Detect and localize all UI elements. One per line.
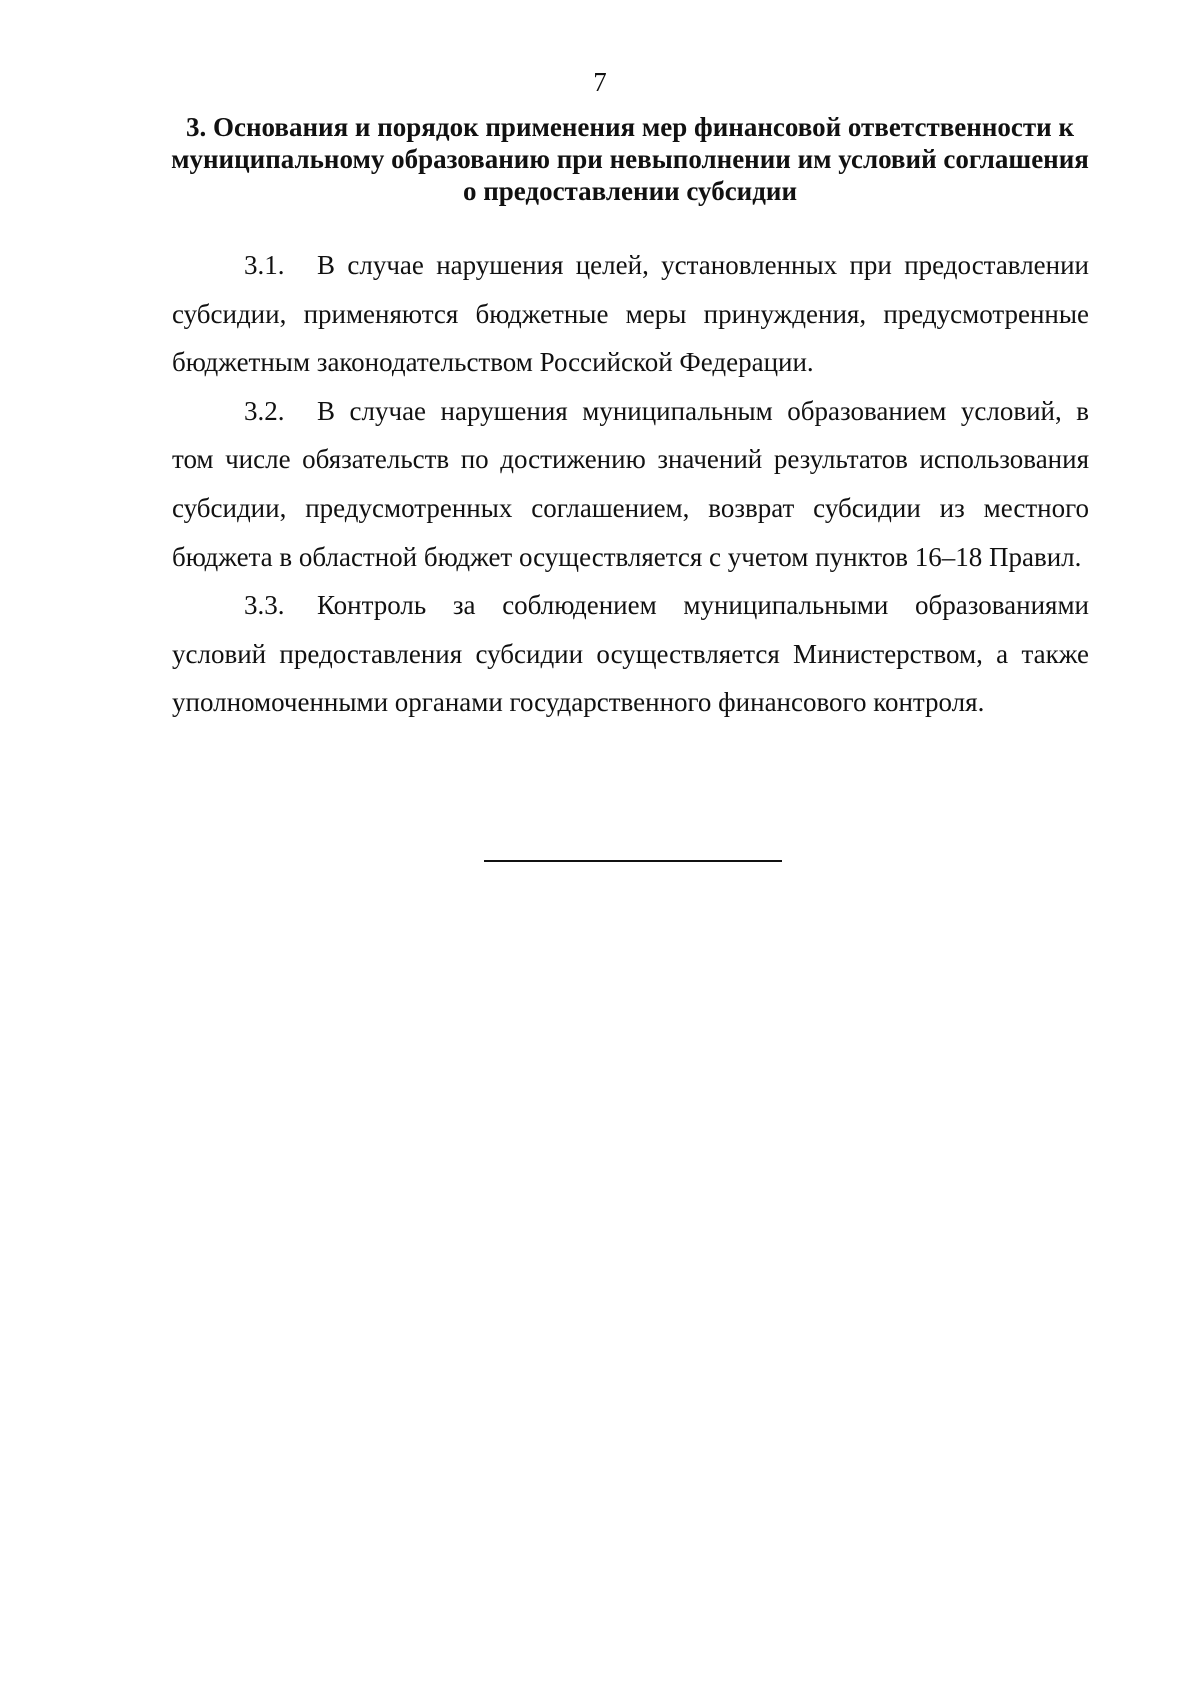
paragraph-number: 3.3.: [244, 590, 285, 621]
paragraph-3-3: [172, 581, 1089, 727]
paragraph-3-2: [172, 387, 1089, 581]
paragraph-text: В случае нарушения целей, установленных при предоставлении субсидии, применяются бюджетные меры принуждения, предусмотренные бюджетным законодательством Российской Федерации.: [172, 250, 1089, 378]
paragraph-3-1: [172, 241, 1089, 387]
section-title: 3. Основания и порядок применения мер финансовой ответственности к муниципальному образованию при невыполнении им условий соглашения о предоставлении субсидии: [171, 112, 1089, 206]
paragraph-number: 3.2.: [244, 395, 285, 426]
document-body: [172, 241, 1089, 727]
end-separator-line: [484, 860, 782, 862]
paragraph-text: В случае нарушения муниципальным образованием условий, в том числе обязательств по достижению значений результатов использования субсидии, предусмотренных соглашением, возврат субсидии из местного бюджета в областной бюджет осуществляется с учетом пунктов 16–18 Правил.: [172, 395, 1089, 572]
paragraph-number: 3.1.: [244, 250, 285, 280]
paragraph-text: Контроль за соблюдением муниципальными образованиями условий предоставления субсидии осуществляется Министерством, а также уполномоченными органами государственного финансового контроля.: [172, 590, 1089, 718]
page-number: 7: [593, 67, 607, 97]
